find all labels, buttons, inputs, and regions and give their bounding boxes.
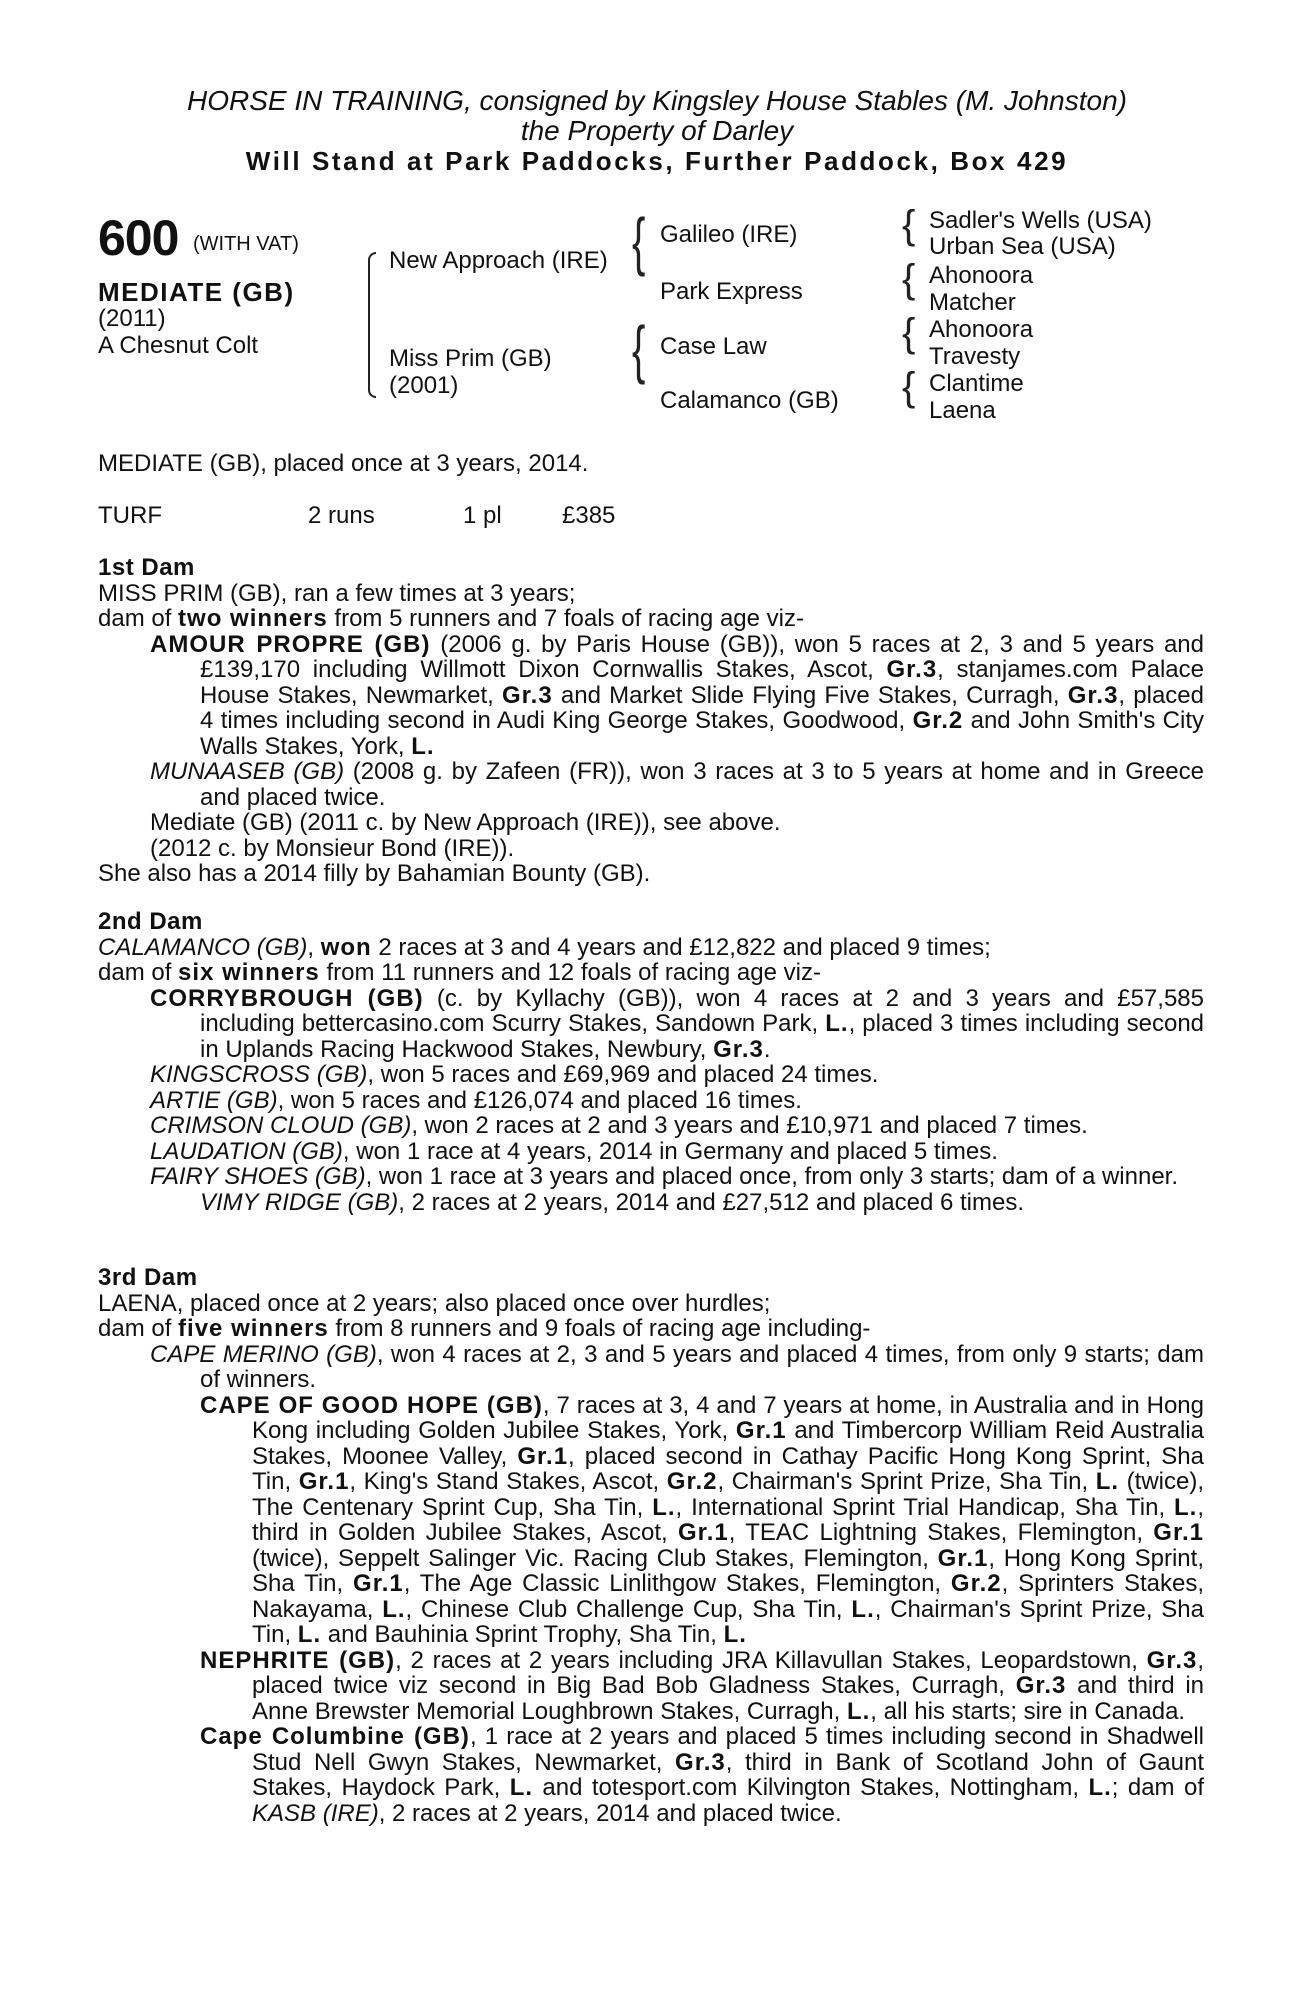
produce-entry: LAUDATION (GB), won 1 race at 4 years, 2014 in Germany and placed 5 times.: [150, 1137, 998, 1165]
first-dam-section: [98, 555, 1204, 887]
pedigree-dam: Miss Prim (GB): [389, 345, 552, 372]
second-dam-section: [98, 909, 1204, 1215]
record-prize: £385: [562, 502, 616, 529]
pedigree-brace-sire: {: [632, 206, 646, 278]
pedigree-g3-2: Urban Sea (USA): [929, 233, 1116, 260]
record-placed: 1 pl: [463, 502, 502, 529]
section-heading: 2nd Dam: [98, 908, 203, 935]
pedigree-g3-3: Ahonoora: [929, 262, 1034, 289]
vat-note: (WITH VAT): [193, 233, 299, 255]
pedigree-g3-5: Ahonoora: [929, 316, 1034, 343]
pedigree-sire-dam: Park Express: [660, 278, 803, 305]
pedigree-dam-dam: Calamanco (GB): [660, 387, 839, 414]
pedigree-brace-main: [368, 252, 376, 398]
pedigree-sire: New Approach (IRE): [389, 247, 608, 274]
produce-entry: CORRYBROUGH (GB) (c. by Kyllachy (GB)), won 4 races at 2 and 3 years and £57,585 including bettercasino.com Scurry Stakes, Sandown Park, L., placed 3 times including second in Uplands Racing Hackwood Stakes, Newbury, Gr.3.: [150, 984, 1205, 1063]
grand-produce-entry: CAPE OF GOOD HOPE (GB), 7 races at 3, 4 and 7 years at home, in Australia and in Hong Kong including Golden Jubilee Stakes, York, Gr.1 and Timbercorp William Reid Australia Stakes, Moonee Valley, Gr.1, placed second in Cathay Pacific Hong Kong Sprint, Sha Tin, Gr.1, King's Stand Stakes, Ascot, Gr.2, Chairman's Sprint Prize, Sha Tin, L. (twice), The Centenary Sprint Cup, Sha Tin, L., International Sprint Trial Handicap, Sha Tin, L., third in Golden Jubilee Stakes, Ascot, Gr.1, TEAC Lightning Stakes, Flemington, Gr.1 (twice), Seppelt Salinger Vic. Racing Club Stakes, Flemington, Gr.1, Hong Kong Sprint, Sha Tin, Gr.1, The Age Classic Linlithgow Stakes, Flemington, Gr.2, Sprinters Stakes, Nakayama, L., Chinese Club Challenge Cup, Sha Tin, L., Chairman's Sprint Prize, Sha Tin, L. and Bauhinia Sprint Trophy, Sha Tin, L.: [200, 1391, 1205, 1648]
pedigree-brace-g3: {: [902, 311, 916, 355]
pedigree-brace-g1: {: [902, 203, 916, 247]
horse-year: (2011): [98, 305, 166, 332]
produce-entry: KINGSCROSS (GB), won 5 races and £69,969 and placed 24 times.: [150, 1061, 879, 1088]
pedigree-brace-g2: {: [902, 257, 916, 301]
grand-produce-entry: Cape Columbine (GB), 1 race at 2 years and placed 5 times including second in Shadwell Stud Nell Gwyn Stakes, Newmarket, Gr.3, third in Bank of Scotland John of Gaunt Stakes, Haydock Park, L. and totesport.com Kilvington Stakes, Nottingham, L.; dam of KASB (IRE), 2 races at 2 years, 2014 and placed twice.: [200, 1723, 1205, 1827]
pedigree-dam-sire: Case Law: [660, 333, 767, 360]
dam-line: LAENA, placed once at 2 years; also placed once over hurdles;: [98, 1289, 771, 1317]
section-heading: 1st Dam: [98, 554, 195, 581]
lot-number: 600: [98, 210, 179, 266]
dam-line: CALAMANCO (GB), won 2 races at 3 and 4 years and £12,822 and placed 9 times;: [98, 933, 991, 961]
produce-entry: MUNAASEB (GB) (2008 g. by Zafeen (FR)), won 3 races at 3 to 5 years at home and in Greece and placed twice.: [150, 758, 1204, 811]
pedigree-sire-sire: Galileo (IRE): [660, 221, 798, 248]
pedigree-g3-6: Travesty: [929, 343, 1021, 370]
produce-summary: dam of two winners from 5 runners and 7 foals of racing age viz-: [98, 605, 804, 632]
record-runs: 2 runs: [308, 502, 375, 529]
pedigree-dam-year: (2001): [389, 372, 459, 399]
produce-entry: FAIRY SHOES (GB), won 1 race at 3 years and placed once, from only 3 starts; dam of a winner.: [150, 1163, 1179, 1190]
produce-entry: VIMY RIDGE (GB), 2 races at 2 years, 2014 and £27,512 and placed 6 times.: [200, 1188, 1024, 1216]
stand-location-line: Will Stand at Park Paddocks, Further Paddock, Box 429: [245, 146, 1069, 176]
pedigree-g3-7: Clantime: [929, 370, 1024, 397]
pedigree-g3-1: Sadler's Wells (USA): [929, 207, 1152, 234]
produce-entry: (2012 c. by Monsieur Bond (IRE)).: [150, 834, 515, 862]
produce-entry: CAPE MERINO (GB), won 4 races at 2, 3 and 5 years and placed 4 times, from only 9 starts; dam of winners.: [150, 1340, 1204, 1393]
performance-summary: MEDIATE (GB), placed once at 3 years, 2014.: [98, 450, 589, 477]
section-heading: 3rd Dam: [98, 1264, 198, 1291]
produce-entry: Mediate (GB) (2011 c. by New Approach (IRE)), see above.: [150, 809, 781, 836]
produce-note: She also has a 2014 filly by Bahamian Bounty (GB).: [98, 860, 651, 887]
pedigree-brace-dam: {: [632, 314, 646, 386]
produce-entry: AMOUR PROPRE (GB) (2006 g. by Paris House (GB)), won 5 races at 2, 3 and 5 years and £139,170 including Willmott Dixon Cornwallis Stakes, Ascot, Gr.3, stanjames.com Palace House Stakes, Newmarket, Gr.3 and Market Slide Flying Five Stakes, Curragh, Gr.3, placed 4 times including second in Audi King George Stakes, Goodwood, Gr.2 and John Smith's City Walls Stakes, York, L.: [150, 630, 1204, 760]
third-dam-section: [98, 1265, 1204, 1826]
consignment-line: HORSE IN TRAINING, consigned by Kingsley House Stables (M. Johnston): [187, 85, 1127, 116]
produce-summary: dam of five winners from 8 runners and 9 foals of racing age including-: [98, 1315, 871, 1342]
produce-entry: CRIMSON CLOUD (GB), won 2 races at 2 and 3 years and £10,971 and placed 7 times.: [150, 1112, 1088, 1139]
dam-line: MISS PRIM (GB), ran a few times at 3 years;: [98, 579, 576, 607]
pedigree-g3-4: Matcher: [929, 289, 1016, 316]
record-surface: TURF: [98, 502, 162, 529]
pedigree-g3-8: Laena: [929, 397, 996, 424]
grand-produce-entry: NEPHRITE (GB), 2 races at 2 years including JRA Killavullan Stakes, Leopardstown, Gr.3, placed twice viz second in Big Bad Bob Gladness Stakes, Curragh, Gr.3 and third in Anne Brewster Memorial Loughbrown Stakes, Curragh, L., all his starts; sire in Canada.: [200, 1646, 1205, 1725]
produce-entry: ARTIE (GB), won 5 races and £126,074 and placed 16 times.: [150, 1086, 802, 1114]
produce-summary: dam of six winners from 11 runners and 12 foals of racing age viz-: [98, 959, 821, 986]
horse-name: MEDIATE (GB): [98, 277, 295, 307]
property-line: the Property of Darley: [520, 115, 794, 146]
horse-description: A Chesnut Colt: [98, 332, 259, 359]
pedigree-brace-g4: {: [902, 365, 916, 409]
